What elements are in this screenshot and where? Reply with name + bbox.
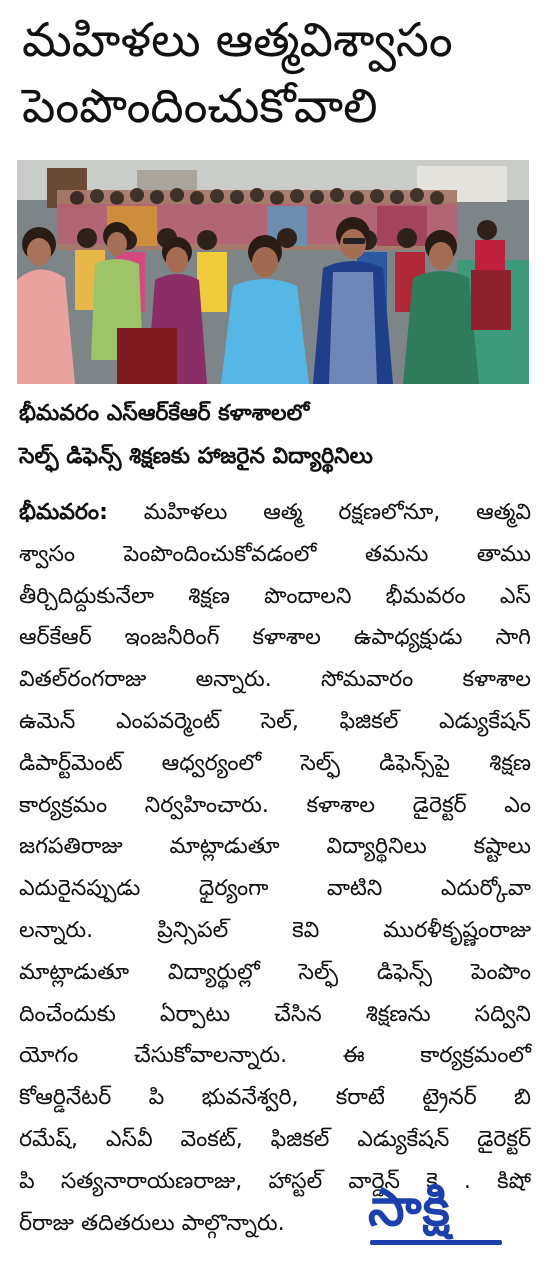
article-line-12: మాట్లాడుతూ విద్యార్థుల్లో సెల్ఫ్ డిఫెన్స్ పెంపొం [19,959,531,985]
article-line-5: వితల్‌రంగరాజు అన్నారు. సోమవారం కళాశాల [19,667,531,693]
article-line-13: దించేందుకు ఏర్పాటు చేసిన శిక్షణను సద్విని [19,1001,531,1027]
caption-line-1: భీమవరం ఎస్ఆర్‌కేఆర్ కళాశాలలో [19,401,310,426]
article-line-1 [19,492,531,534]
dateline: భీమవరం: [19,500,108,525]
article-line-8: కార్యక్రమం నిర్వహించారు. కళాశాల డైరెక్టర్ ఎం [19,792,531,818]
headline [22,8,542,140]
sakshi-logo [368,1176,518,1256]
students-photo-illustration [17,160,529,384]
news-photo [17,160,529,384]
headline-line-2: పెంపొందించుకోవాలి [22,79,378,134]
article-line-10: ఎదురైనప్పుడు ధైర్యంగా వాటిని ఎదుర్కోవా [19,876,531,902]
article-line-17: పి సత్యనారాయణరాజు, హాస్టల్ వార్డెన్ కె . కిషో [19,1168,531,1194]
logo-text: సాక్షి [368,1178,451,1238]
article-line-14: యోగం చేసుకోవాలన్నారు. ఈ కార్యక్రమంలో [19,1043,531,1069]
article-line-2: శ్వాసం పెంపొందించుకోవడంలో తమను తాము [19,541,531,567]
article-line-9: జగపతిరాజు మాట్లాడుతూ విద్యార్థినిలు కష్టాలు [19,834,531,860]
article-line-15: కోఆర్డినేటర్ పి భువనేశ్వరి, కరాటే ట్రైనర్ బి [19,1085,531,1111]
article-line-6: ఉమెన్ ఎంపవర్మెంట్ సెల్, ఫిజికల్ ఎడ్యుకేషన్ [19,708,531,734]
caption-line-2: సెల్ఫ్ డిఫెన్స్ శిక్షణకు హాజరైన విద్యార్థినిలు [19,444,373,469]
article-body [19,492,531,1244]
headline-line-1: మహిళలు ఆత్మవిశ్వాసం [22,13,453,68]
article-line-16: రమేష్, ఎస్‌వీ వెంకట్, ఫిజికల్ ఎడ్యుకేషన్ డైరెక్టర్ [19,1126,531,1152]
article-line-7: డిపార్ట్‌మెంట్ ఆధ్వర్యంలో సెల్ఫ్ డిఫెన్స్‌పై శిక్షణ [19,750,531,776]
logo-underline [370,1240,502,1245]
article-line-3: తీర్చిదిద్దుకునేలా శిక్షణ పొందాలని భీమవరం ఎస్ [19,583,531,609]
article-line-4: ఆర్‌కేఆర్ ఇంజనీరింగ్ కళాశాల ఉపాధ్యక్షుడు సాగి [19,625,531,651]
photo-caption [19,392,539,478]
article-line-18: ర్‌రాజు తదితరులు పాల్గొన్నారు. [19,1210,285,1236]
article-line-1-text: మహిళలు ఆత్మ రక్షణలోనూ, ఆత్మవి [107,500,531,525]
article-line-11: లన్నారు. ప్రిన్సిపల్ కెవి మురళీకృష్ణంరాజు [19,917,531,943]
